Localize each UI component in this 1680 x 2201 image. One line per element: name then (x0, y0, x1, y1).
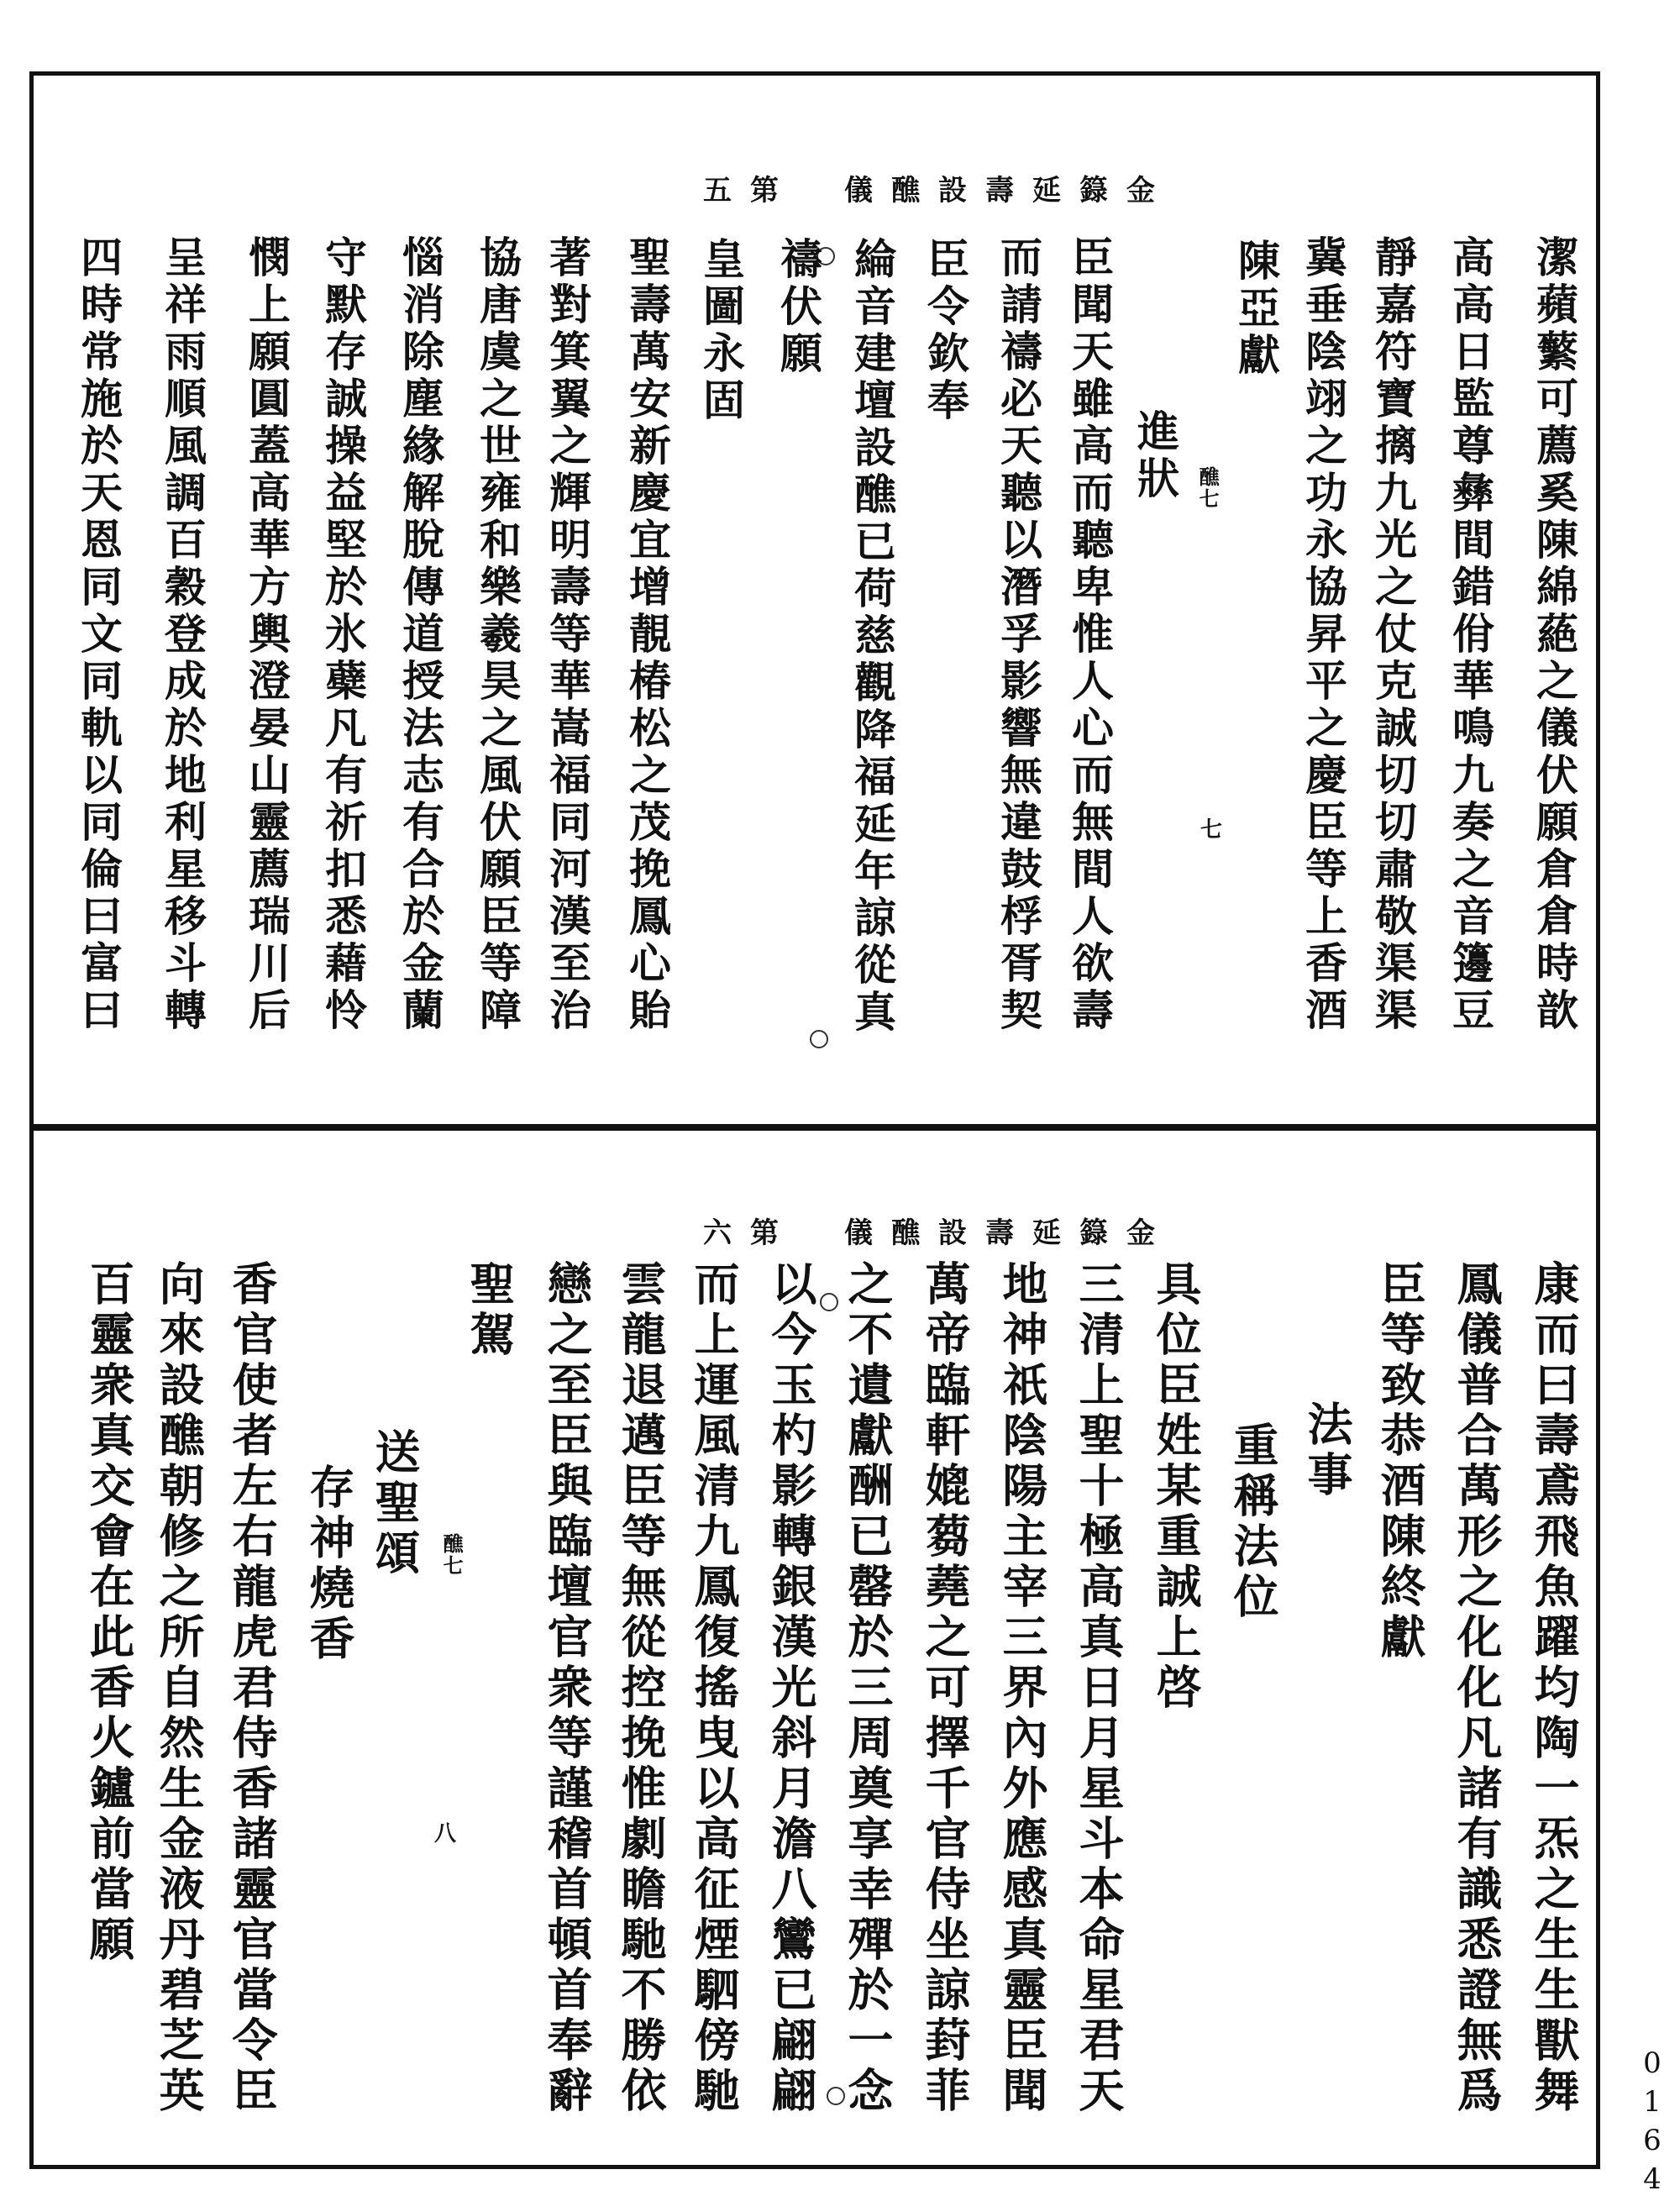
text-column: 協唐虞之世雍和樂羲昊之風伏願臣等障 (473, 235, 522, 1035)
text-column: 臣令欽奉 (921, 237, 970, 425)
page-header: 金籙延壽設醮儀 第六 (703, 1216, 1173, 1250)
text-column: 地神祇陰陽主宰三界內外應感真靈臣聞 (995, 1260, 1049, 2117)
text-column: 守默存誠操益堅於氷蘗凡有祈扣悉藉怜 (318, 235, 368, 1035)
text-column: 以今玉杓影轉銀漢光斜月澹八鸞已翩翩 (764, 1260, 818, 2117)
text-column: 重稱法位 (1226, 1421, 1280, 1623)
text-column: 鳳儀普合萬形之化化凡諸有識悉證無爲 (1450, 1260, 1504, 2117)
text-column: 而上運風清九鳳復搖曳以高征煙駟傍馳 (687, 1260, 741, 2117)
text-column: 向來設醮朝修之所自然生金液丹碧芝英 (152, 1260, 206, 2117)
text-column: 送聖頌 (368, 1428, 422, 1579)
text-column: 聖駕 (463, 1260, 517, 1361)
text-column: 聖壽萬安新慶宜增靚椿松之茂挽鳳心貽 (622, 235, 672, 1035)
fold-label: 醮七 (1195, 466, 1220, 510)
text-column: 呈祥雨順風調百穀登成於地利星移斗轉 (158, 235, 207, 1035)
text-column: 潔蘋蘩可薦奚陳綿蕝之儀伏願倉倉時歆 (1530, 235, 1579, 1035)
text-column: 著對箕翼之輝明壽等華嵩福同河漢至治 (543, 235, 592, 1035)
text-column: 高高日監尊彝間錯佾華鳴九奏之音籩豆 (1446, 235, 1495, 1035)
text-column: 具位臣姓某重誠上啓 (1149, 1260, 1203, 1714)
text-column: 萬帝臨軒媲蒭蕘之可擇千官侍坐諒葑菲 (918, 1260, 972, 2117)
text-column: 進狀 (1131, 409, 1180, 503)
text-column: 臣等致恭酒陳終獻 (1373, 1260, 1427, 1663)
margin-circle-mark (820, 1293, 838, 1311)
text-column: 惱消除塵緣解脫傳道授法志有合於金蘭 (396, 235, 445, 1035)
text-column: 三清上聖十極高真日月星斗本命星君天 (1072, 1260, 1126, 2117)
text-column: 法事 (1300, 1400, 1354, 1501)
text-column: 之不遺獻酬已罄於三周奠享幸殫於一念 (841, 1260, 895, 2117)
text-column: 臣聞天雖高而聽卑惟人心而無間人欲壽 (1065, 235, 1115, 1035)
text-column: 百靈衆真交會在此香火鑪前當願 (82, 1260, 136, 1966)
text-column: 冀垂陰翊之功永協昇平之慶臣等上香酒 (1299, 235, 1348, 1035)
text-column: 康而曰壽鳶飛魚躍均陶一炁之生生獸舞 (1527, 1260, 1581, 2117)
fold-label: 醮七 (439, 1533, 464, 1577)
text-column: 雲龍退邁臣等無從控挽惟劇瞻馳不勝依 (614, 1260, 668, 2117)
text-column: 綸音建壇設醮已荷慈觀降福延年諒從真 (848, 237, 897, 1037)
page-divider (29, 1124, 1600, 1131)
text-column: 存神燒香 (302, 1463, 356, 1665)
fold-page-number: 七 (1200, 817, 1223, 843)
margin-circle-mark (827, 2087, 845, 2105)
text-column: 而請禱必天聽以潛孚影響無違鼓桴胥契 (994, 235, 1043, 1035)
text-column: 皇圖永固 (696, 237, 746, 425)
text-column: 香官使者左右龍虎君侍香諸靈官當令臣 (225, 1260, 279, 2117)
text-column: 靜嘉符寶摛九光之仗克誠切切肅敬渠渠 (1368, 235, 1418, 1035)
page-header: 金籙延壽設醮儀 第五 (703, 174, 1173, 207)
text-column: 憫上願圓蓋高華方輿澄晏山靈薦瑞川后 (242, 235, 291, 1035)
text-column: 禱伏願 (774, 237, 823, 378)
text-column: 四時常施於天恩同文同軌以同倫曰富曰 (74, 235, 123, 1035)
fold-page-number: 八 (434, 1821, 457, 1846)
scan-page-number: 0164 (1635, 2046, 1669, 2201)
text-column: 戀之至臣與臨壇官衆等謹稽首頓首奉辭 (540, 1260, 594, 2117)
margin-circle-mark (810, 1030, 828, 1048)
text-column: 陳亞獻 (1231, 239, 1281, 380)
